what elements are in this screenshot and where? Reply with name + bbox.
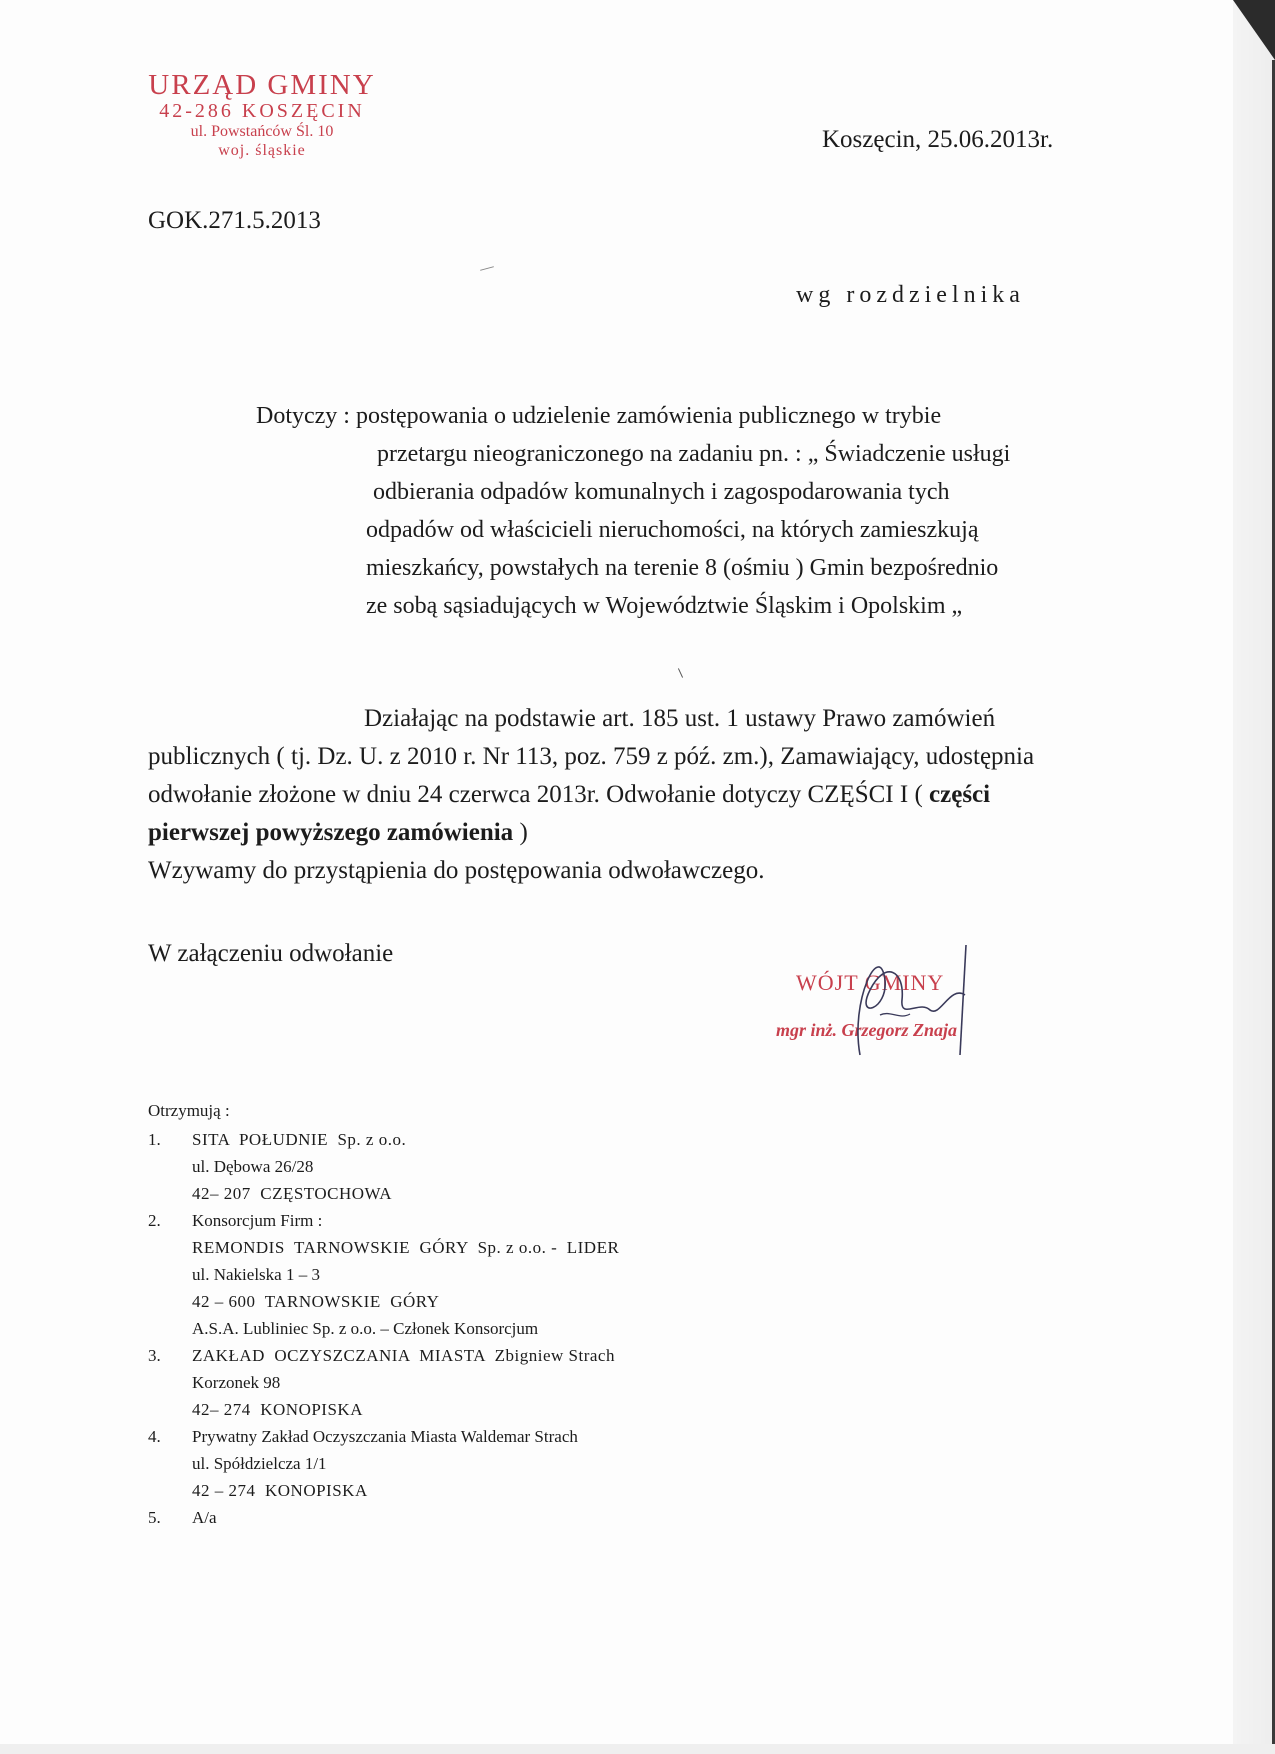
reference-number: GOK.271.5.2013 (148, 207, 321, 234)
scan-tick (678, 668, 683, 677)
subject-line: przetargu nieograniczonego na zadaniu pn. : „ Świadczenie usługi (377, 441, 1011, 467)
scan-edge (1233, 0, 1275, 1754)
recipients-title: Otrzymują : (148, 1101, 230, 1120)
item-line: 42– 207 CZĘSTOCHOWA (192, 1184, 392, 1203)
item-line: ul. Nakielska 1 – 3 (192, 1265, 320, 1284)
item-number: 3. (148, 1346, 161, 1365)
subject-line: odbierania odpadów komunalnych i zagospodarowania tych (373, 479, 950, 505)
body-line: Wzywamy do przystąpienia do postępowania odwoławczego. (148, 857, 765, 884)
scan-corner (1233, 0, 1275, 60)
subject-block (256, 397, 1010, 625)
item-line: REMONDIS TARNOWSKIE GÓRY Sp. z o.o. - LIDER (192, 1238, 620, 1257)
subject-line: odpadów od właścicieli nieruchomości, na których zamieszkują (366, 517, 979, 543)
item-line: ul. Spółdzielcza 1/1 (192, 1454, 327, 1473)
stamp-line-1: URZĄD GMINY (148, 69, 376, 101)
body-paragraph (148, 700, 1034, 890)
scan-bottom-edge (0, 1744, 1275, 1754)
office-stamp (112, 70, 412, 160)
list-item (148, 1423, 619, 1504)
scan-mark (480, 266, 494, 271)
subject-line: postępowania o udzielenie zamówienia publicznego w trybie (355, 403, 942, 429)
body-line: Działając na podstawie art. 185 ust. 1 ustawy Prawo zamówień (364, 705, 996, 732)
body-line: odwołanie złożone w dniu 24 czerwca 2013r. Odwołanie dotyczy CZĘŚCI I ( (148, 781, 930, 808)
item-line: 42 – 600 TARNOWSKIE GÓRY (192, 1292, 440, 1311)
letter-date: Koszęcin, 25.06.2013r. (822, 126, 1054, 153)
list-item (148, 1504, 619, 1531)
body-bold-text: części (929, 781, 991, 808)
subject-line: mieszkańcy, powstałych na terenie 8 (ośmiu ) Gmin bezpośrednio (366, 555, 999, 581)
stamp-line-2: 42-286 KOSZĘCIN (159, 100, 365, 122)
attachment-note: W załączeniu odwołanie (148, 940, 394, 967)
subject-label: Dotyczy : (256, 403, 350, 429)
signature-name: mgr inż. Grzegorz Znaja (776, 1020, 958, 1040)
item-number: 5. (148, 1508, 161, 1527)
signature-title: WÓJT GMINY (796, 970, 945, 995)
item-line: SITA POŁUDNIE Sp. z o.o. (192, 1130, 407, 1149)
body-line: ) (513, 819, 528, 846)
item-line: Korzonek 98 (192, 1373, 281, 1392)
subject-line: ze sobą sąsiadujących w Województwie Śląskim i Opolskim „ (366, 593, 963, 619)
item-line: ZAKŁAD OCZYSZCZANIA MIASTA Zbigniew Strach (192, 1346, 615, 1365)
recipients-list (148, 1126, 619, 1531)
item-line: 42 – 274 KONOPISKA (192, 1481, 368, 1500)
list-item (148, 1207, 619, 1342)
item-line: 42– 274 KONOPISKA (192, 1400, 363, 1419)
handwritten-signature (810, 940, 1010, 1070)
body-line: publicznych ( tj. Dz. U. z 2010 r. Nr 113, poz. 759 z póź. zm.), Zamawiający, udostępnia (148, 743, 1035, 770)
body-bold-text: pierwszej powyższego zamówienia (148, 819, 514, 846)
item-line: ul. Dębowa 26/28 (192, 1157, 314, 1176)
item-number: 1. (148, 1130, 161, 1149)
item-number: 2. (148, 1211, 161, 1230)
distribution-note: wg rozdzielnika (796, 282, 1025, 308)
item-line: Konsorcjum Firm : (192, 1211, 323, 1230)
stamp-line-3: ul. Powstańców Śl. 10 (190, 123, 334, 140)
item-number: 4. (148, 1427, 161, 1446)
list-item (148, 1126, 619, 1207)
list-item (148, 1342, 619, 1423)
item-line: A/a (192, 1508, 217, 1527)
item-line: Prywatny Zakład Oczyszczania Miasta Waldemar Strach (192, 1427, 578, 1446)
item-line: A.S.A. Lubliniec Sp. z o.o. – Członek Konsorcjum (192, 1319, 539, 1338)
stamp-line-4: woj. śląskie (218, 142, 306, 159)
